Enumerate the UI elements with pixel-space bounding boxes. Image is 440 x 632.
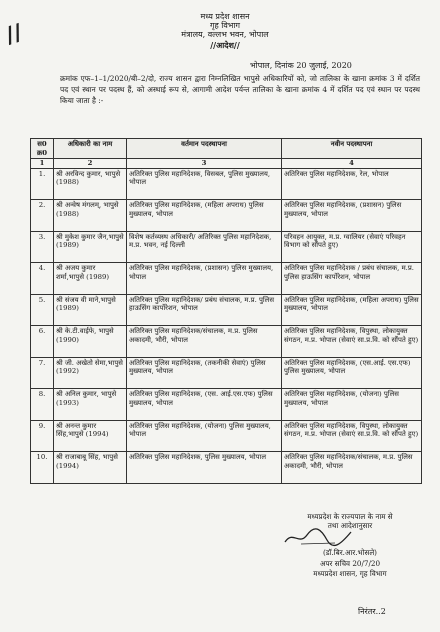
current-posting-cell: अतिरिक्त पुलिस महानिदेशक, (महिला अपराध) पुलिस मुख्यालय, भोपाल	[127, 200, 282, 232]
new-posting-cell: अतिरिक्त पुलिस महानिदेशक, रेल, भोपाल	[282, 168, 422, 200]
current-posting-cell: अतिरिक्त पुलिस महानिदेशक, (तकनीकी सेवाएं) पुलिस मुख्यालय, भोपाल	[127, 357, 282, 389]
officer-name-cell: श्री राजाबाबू सिंह, भापुसे (1994)	[54, 452, 127, 484]
header-new-posting: नवीन पदस्थापना	[282, 139, 422, 159]
table-row	[31, 231, 422, 263]
signatory-designation: अपर सचिव 20/7/20	[319, 559, 381, 568]
current-posting-cell: अतिरिक्त पुलिस महानिदेशक/संचालक, म.प्र. पुलिस अकादमी, भौरी, भोपाल	[127, 326, 282, 358]
header-address: मंत्रालय, वल्लभ भवन, भोपाल	[181, 30, 269, 39]
new-posting-cell: अतिरिक्त पुलिस महानिदेशक, (एस.आई. एस.एफ) पुलिस मुख्यालय, भोपाल	[282, 357, 422, 389]
column-number-row	[31, 159, 422, 169]
order-paragraph: क्रमांक एफ–1–1/2020/बी–2/दो, राज्य शासन द्वारा निम्नलिखित भापुसे अधिकारियों को, जो तालिका के खाना क्रमांक 3 में दर्शित पद एवं स्थान पर पदस्थ हैं, को अस्थाई रूप से, आगामी आदेश पर्यन्त तालिका के खाना क्रमांक 4 में दर्शित पद एवं स्थान पर पदस्थ किया जाता है :-	[60, 74, 420, 106]
column-number: 1	[31, 159, 54, 169]
signature-authority-line: मध्यप्रदेश के राज्यपाल के नाम से	[307, 512, 393, 521]
table-row	[31, 357, 422, 389]
current-posting-cell: अतिरिक्त पुलिस महानिदेशक, (योजना) पुलिस मुख्यालय, भोपाल	[127, 420, 282, 452]
table-row	[31, 294, 422, 326]
officer-name-cell: श्री अनन्त कुमार सिंह,भापुसे (1994)	[54, 420, 127, 452]
serial-cell: 2.	[31, 200, 54, 232]
header-current-posting: वर्तमान पदस्थापना	[127, 139, 282, 159]
current-posting-cell: विशेष कर्तव्यस्थ अधिकारी/ अतिरिक्त पुलिस महानिदेशक, म.प्र. भवन, नई दिल्ली	[127, 231, 282, 263]
new-posting-cell: परिवहन आयुक्त, म.प्र. ग्वालियर (सेवाएं परिवहन विभाग को सौंपते हुए)	[282, 231, 422, 263]
current-posting-cell: अतिरिक्त पुलिस महानिदेशक, विसबल, पुलिस मुख्यालय, भोपाल	[127, 168, 282, 200]
serial-cell: 7.	[31, 357, 54, 389]
serial-cell: 10.	[31, 452, 54, 484]
officer-name-cell: श्री अरविन्द कुमार, भापुसे (1988)	[54, 168, 127, 200]
officer-name-cell: श्री अनिल कुमार, भापुसे (1993)	[54, 389, 127, 421]
header-officer-name: अधिकारी का नाम	[54, 139, 127, 159]
new-posting-cell: अतिरिक्त पुलिस महानिदेशक/संचालक, म.प्र. पुलिस अकादमी, भौरी, भोपाल	[282, 452, 422, 484]
serial-cell: 6.	[31, 326, 54, 358]
new-posting-cell: अतिरिक्त पुलिस महानिदेशक, (महिला अपराध) पुलिस मुख्यालय, भोपाल	[282, 294, 422, 326]
handwritten-signature	[283, 526, 353, 548]
officer-name-cell: श्री संजय वी माने,भापुसे (1989)	[54, 294, 127, 326]
table-row	[31, 200, 422, 232]
serial-cell: 1.	[31, 168, 54, 200]
signatory-department: मध्यप्रदेश शासन, गृह विभाग	[313, 569, 387, 578]
table-row	[31, 326, 422, 358]
header-department: गृह विभाग	[209, 21, 240, 30]
officer-name-cell: श्री के.टी.वाईफे, भापुसे (1990)	[54, 326, 127, 358]
new-posting-cell: अतिरिक्त पुलिस महानिदेशक, विपुस्था, लोकायुक्त संगठन, म.प्र. भोपाल (सेवाएं सा.प्र.वि. को सौंपते हुए)	[282, 420, 422, 452]
officer-name-cell: श्री मुकेश कुमार जैन,भापुसे (1989)	[54, 231, 127, 263]
header-serial: स0 क्र0	[31, 139, 54, 159]
current-posting-cell: अतिरिक्त पुलिस महानिदेशक, (एस. आई.एस.एफ) पुलिस मुख्यालय, भोपाल	[127, 389, 282, 421]
new-posting-cell: अतिरिक्त पुलिस महानिदेशक / प्रबंध संचालक, म.प्र. पुलिस हाऊसिंग कार्पोरेशन, भोपाल	[282, 263, 422, 295]
table-row	[31, 452, 422, 484]
table-header-row	[31, 139, 422, 159]
header-government: मध्य प्रदेश शासन	[200, 12, 250, 21]
officer-name-cell: श्री जी. अखेतो सेमा,भापुसे (1992)	[54, 357, 127, 389]
current-posting-cell: अतिरिक्त पुलिस महानिदेशक, पुलिस मुख्यालय, भोपाल	[127, 452, 282, 484]
serial-cell: 9.	[31, 420, 54, 452]
serial-cell: 8.	[31, 389, 54, 421]
table-row	[31, 389, 422, 421]
current-posting-cell: अतिरिक्त पुलिस महानिदेशक, (प्रशासन) पुलिस मुख्यालय, भोपाल	[127, 263, 282, 295]
continued-note: निरंतर..2	[358, 607, 386, 616]
column-number: 2	[54, 159, 127, 169]
order-date: भोपाल, दिनांक 20 जुलाई, 2020	[250, 61, 352, 70]
serial-cell: 3.	[31, 231, 54, 263]
slash-mark: //	[2, 20, 26, 49]
serial-cell: 5.	[31, 294, 54, 326]
column-number: 4	[282, 159, 422, 169]
current-posting-cell: अतिरिक्त पुलिस महानिदेशक/ प्रबंध संचालक, म.प्र. पुलिस हाऊसिंग कार्पोरेशन, भोपाल	[127, 294, 282, 326]
table-row	[31, 168, 422, 200]
new-posting-cell: अतिरिक्त पुलिस महानिदेशक, (प्रशासन) पुलिस मुख्यालय, भोपाल	[282, 200, 422, 232]
signatory-name: (डॉ.बिर.आर.भोसले)	[322, 548, 377, 557]
table-row	[31, 263, 422, 295]
officer-name-cell: श्री अन्वेष मंगलम्, भापुसे (1988)	[54, 200, 127, 232]
signature-order-line: तथा आदेशानुसार	[327, 521, 373, 530]
header-order-title: //आदेश//	[210, 40, 240, 50]
new-posting-cell: अतिरिक्त पुलिस महानिदेशक, (योजना) पुलिस मुख्यालय, भोपाल	[282, 389, 422, 421]
posting-table	[30, 138, 422, 484]
new-posting-cell: अतिरिक्त पुलिस महानिदेशक, विपुस्था, लोकायुक्त संगठन, म.प्र. भोपाल (सेवाएं सा.प्र.वि. को सौंपते हुए)	[282, 326, 422, 358]
column-number: 3	[127, 159, 282, 169]
officer-name-cell: श्री अजय कुमार शर्मा,भापुसे (1989)	[54, 263, 127, 295]
table-row	[31, 420, 422, 452]
serial-cell: 4.	[31, 263, 54, 295]
